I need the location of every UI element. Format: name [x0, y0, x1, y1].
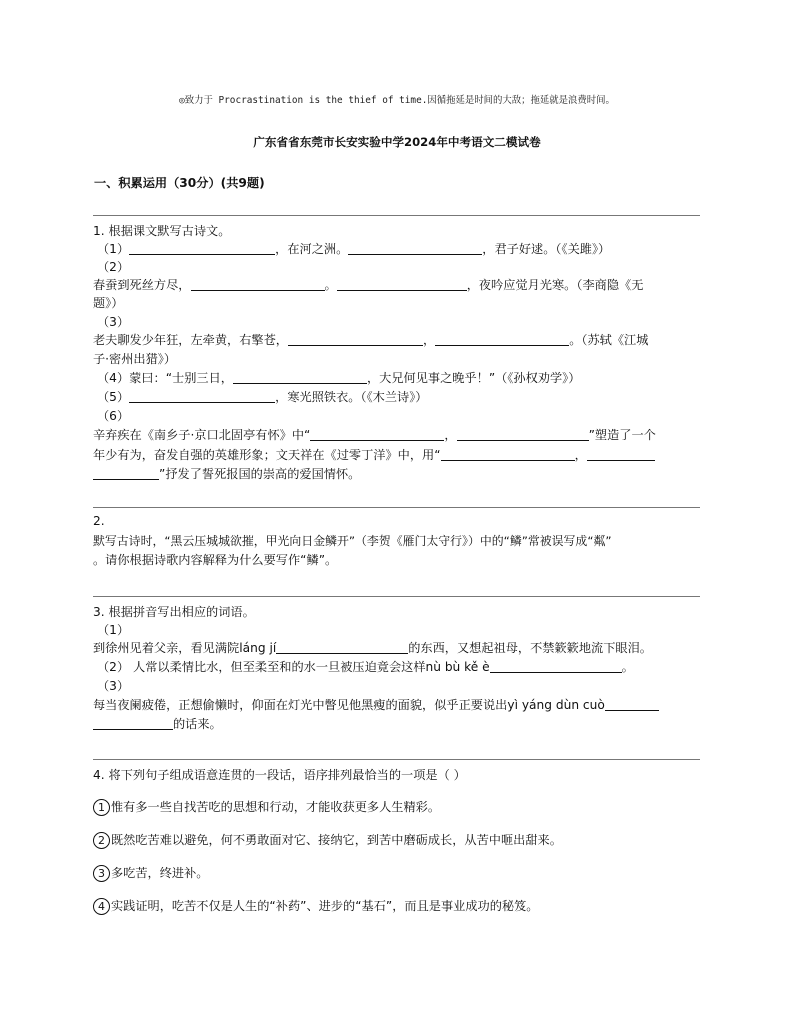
answer-blank[interactable] — [337, 277, 467, 291]
q1-s3-start: 老夫聊发少年狂，左牵黄，右擎苍， — [93, 333, 288, 347]
q1-s3-mid: ， — [423, 333, 436, 347]
q3-line-3 — [93, 696, 659, 713]
q1-s6-l2-mid: ， — [574, 448, 587, 462]
answer-blank[interactable] — [93, 466, 159, 480]
item-marker: 4 — [93, 898, 110, 915]
q1-line-5 — [97, 388, 427, 405]
q3-s2-end: 。 — [621, 660, 634, 674]
q1-s1-num: （1） — [97, 242, 130, 256]
answer-blank[interactable] — [288, 332, 423, 346]
q4-item-text: 实践证明，吃苦不仅是人生的“补药”、进步的“基石”，而且是事业成功的秘笈。 — [111, 899, 539, 913]
q1-line-8 — [93, 465, 360, 482]
answer-blank[interactable] — [457, 427, 589, 441]
q1-s6-mid: ， — [444, 428, 457, 442]
q3-s3-num: （3） — [97, 679, 130, 693]
divider — [93, 759, 700, 760]
q1-line-7 — [93, 446, 655, 463]
q1-line-6 — [93, 426, 656, 443]
q1-s3-num: （3） — [97, 315, 130, 329]
q3-s1-start: 到徐州见着父亲，看见满院láng jí — [93, 641, 277, 655]
q4-item — [93, 831, 562, 849]
q1-s1-end: ，君子好逑。（《关雎》） — [482, 242, 611, 256]
q2-line-2: 。请你根据诗歌内容解释为什么要写作“鳞”。 — [93, 553, 338, 567]
q4-item — [93, 798, 440, 816]
answer-blank[interactable] — [587, 447, 655, 461]
q1-s6-end: ”塑造了一个 — [588, 428, 656, 442]
answer-blank[interactable] — [441, 447, 575, 461]
answer-blank[interactable] — [129, 241, 275, 255]
answer-blank[interactable] — [276, 640, 408, 654]
answer-blank[interactable] — [605, 697, 659, 711]
q1-line-1 — [97, 240, 610, 257]
q3-s1-end: 的东西，又想起祖母，不禁簌簌地流下眼泪。 — [408, 641, 652, 655]
q1-s6-l2-start: 年少有为，奋发自强的英雄形象；文天祥在《过零丁洋》中，用“ — [93, 448, 441, 462]
item-marker: 3 — [93, 865, 110, 882]
q1-s6-num: （6） — [97, 409, 130, 423]
q1-line-3 — [93, 331, 648, 348]
q3-s2-start: （2） 人常以柔情比水，但至柔至和的水一旦被压迫竟会这样nù bù kě è — [97, 660, 490, 674]
q4-stem: 4. 将下列句子组成语意连贯的一段话，语序排列最恰当的一项是（ ） — [93, 768, 466, 782]
q3-line-1 — [93, 639, 652, 656]
exam-title: 广东省省东莞市长安实验中学2024年中考语文二模试卷 — [253, 135, 541, 149]
q1-s2-start: 春蚕到死丝方尽， — [93, 278, 191, 292]
q1-line-2 — [93, 276, 643, 293]
item-marker: 1 — [93, 799, 110, 816]
q4-item-text: 既然吃苦难以避免，何不勇敢面对它、接纳它，到苦中磨砺成长，从苦中咂出甜来。 — [111, 833, 562, 847]
q4-item — [93, 864, 209, 882]
q1-s2-end: ，夜吟应觉月光寒。（李商隐《无 — [466, 278, 644, 292]
q1-s5-num: （5） — [97, 390, 130, 404]
answer-blank[interactable] — [348, 241, 482, 255]
q3-stem: 3. 根据拼音写出相应的词语。 — [93, 605, 255, 619]
q4-item-text: 多吃苦，终进补。 — [111, 866, 209, 880]
answer-blank[interactable] — [233, 370, 367, 384]
q3-s1-num: （1） — [97, 623, 130, 637]
q1-line-4 — [97, 369, 580, 386]
divider — [93, 596, 700, 597]
q1-s2-num: （2） — [97, 260, 130, 274]
q1-s1-mid: ，在河之洲。 — [275, 242, 349, 256]
q3-line-4 — [93, 715, 222, 732]
answer-blank[interactable] — [310, 427, 444, 441]
q1-s6-l3-end: ”抒发了誓死报国的崇高的爱国情怀。 — [159, 467, 361, 481]
q3-s3-cont: 的话来。 — [173, 717, 222, 731]
q1-s3-cont: 子·密州出猎》） — [93, 352, 177, 366]
q1-s4-end: ，大兄何见事之晚乎！”（《孙权劝学》） — [366, 371, 581, 385]
divider — [93, 507, 700, 508]
q3-line-2 — [97, 658, 634, 675]
q1-stem: 1. 根据课文默写古诗文。 — [93, 224, 231, 238]
q1-s3-end: 。（苏轼《江城 — [569, 333, 649, 347]
q1-s6-start: 辛弃疾在《南乡子·京口北固亭有怀》中“ — [93, 428, 311, 442]
q2-number: 2. — [93, 514, 105, 528]
q1-s5-end: ，寒光照铁衣。（《木兰诗》） — [275, 390, 428, 404]
q4-item-text: 惟有多一些自找苦吃的思想和行动，才能收获更多人生精彩。 — [111, 800, 441, 814]
divider — [93, 215, 700, 216]
answer-blank[interactable] — [435, 332, 569, 346]
answer-blank[interactable] — [93, 716, 173, 730]
answer-blank[interactable] — [490, 659, 622, 673]
q1-s2-cont: 题》） — [93, 296, 124, 310]
q4-item — [93, 897, 538, 915]
motto-line: ◎致力于 Procrastination is the thief of time.因循拖延是时间的大敌；拖延就是浪费时间。 — [179, 95, 615, 106]
answer-blank[interactable] — [129, 389, 275, 403]
q2-line-1: 默写古诗时，“黑云压城城欲摧，甲光向日金鳞开”（李贺《雁门太守行》）中的“鳞”常被误写成“粼” — [93, 534, 612, 548]
q1-s2-mid: 。 — [324, 278, 337, 292]
q3-s3-start: 每当夜阑疲倦，正想偷懒时，仰面在灯光中瞥见他黑瘦的面貌，似乎正要说出yì yáng dùn cuò — [93, 698, 605, 712]
answer-blank[interactable] — [191, 277, 325, 291]
section-heading: 一、积累运用（30分）(共9题) — [94, 176, 265, 190]
q1-s4-num: （4） — [97, 371, 130, 385]
q1-s4-start: 蒙曰：“士别三日， — [129, 371, 233, 385]
item-marker: 2 — [93, 832, 110, 849]
